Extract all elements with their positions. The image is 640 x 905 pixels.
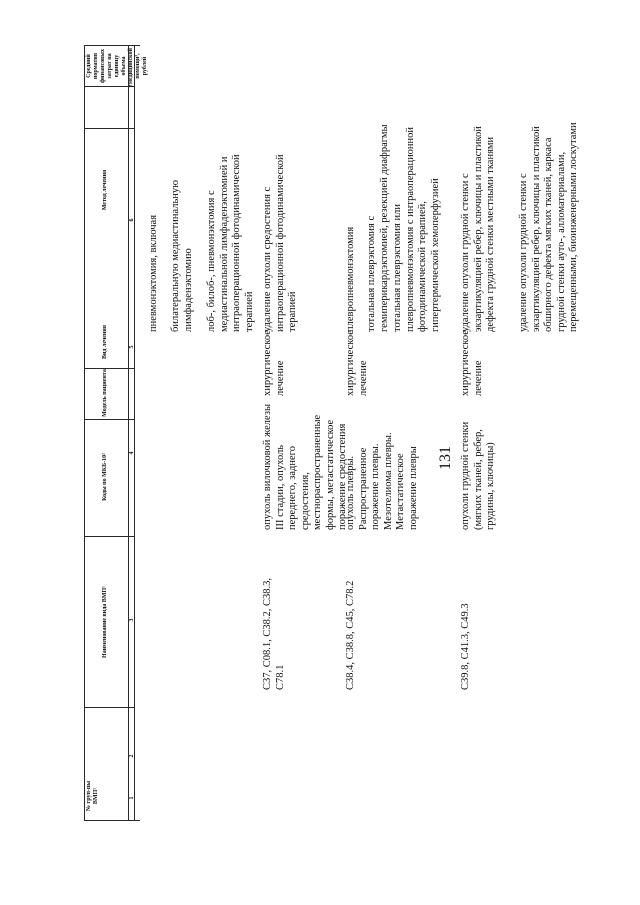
colnum-7: 7 (129, 84, 135, 88)
grid-col-sep-1 (84, 86, 134, 87)
th-treatment-type: Вид лечения (102, 324, 108, 360)
grid-col-sep-3 (84, 368, 134, 369)
colnum-3: 3 (129, 618, 135, 622)
method-continued-1: пневмонэктомия, включая (148, 214, 159, 332)
colnum-5: 5 (129, 345, 135, 349)
colnum-2: 2 (129, 754, 135, 758)
page-number-rotated: 131 (437, 446, 454, 470)
row1-codes: C37, C08.1, C38.2, C38.3, C78.1 (262, 577, 286, 690)
row3-codes: C39.8, C41.3, C49.3 (460, 603, 471, 690)
th-icd-codes: Коды по МКБ-10² (102, 453, 108, 501)
th-treatment-method: Метод лечения (102, 169, 108, 211)
row2-method-2: тотальная плеврэктомия с гемиперикардэктомией, резекцией диафрагмы (366, 124, 390, 332)
row2-treatment: хирургическое лечение (345, 330, 369, 396)
grid-col-sep-6 (84, 707, 134, 708)
th-patient-model: Модель пациента (102, 369, 108, 417)
method-continued-2: билатеральную медиастинальную лимфаденэктомию (170, 180, 194, 332)
grid-line-header-left (84, 45, 85, 820)
row1-treatment: хирургическое лечение (262, 330, 286, 396)
row3-method-1: удаление опухоли грудной стенки с экзартикуляцией ребер, ключицы и пластикой дефекта грудной стенки местными тканями (460, 126, 496, 332)
grid-col-sep-2 (84, 128, 134, 129)
row2-method-1: плевропневмонэктомия (345, 226, 356, 332)
method-continued-3: лоб-, билоб-, пневмонэктомия с медиастинальной лимфаденэктомией и интраоперационной фотодинамической терапией (206, 154, 255, 332)
grid-col-sep-4 (84, 419, 134, 420)
row3-treatment: хирургическое лечение (460, 330, 484, 396)
th-cost: Средний норматив финансовых затрат на единицу объема медицинской помощи³, рублей (86, 47, 148, 85)
row2-model: опухоль плевры. Распространенное поражение плевры. Мезотелиома плевры. Метастатическое поражение плевры (345, 432, 419, 530)
row2-codes: C38.4, C38.8, C45, C78.2 (345, 580, 356, 690)
grid-line-bottom (84, 820, 140, 821)
row3-method-2: удаление опухоли грудной стенки с экзартикуляцией ребер, ключицы и пластикой обширного дефекта мягких тканей, каркаса грудной стенки ауто-, алломатериалами, перемещенными, биоинженерными лоскутами (518, 122, 579, 332)
th-group-no: № груп-пы ВМП¹ (86, 780, 99, 812)
row3-model: опухоли грудной стенки (мягких тканей, ребер, грудины, ключицы) (460, 421, 496, 530)
row1-method-1: удаление опухоли средостения с интраоперационной фотодинамической терапией (262, 154, 298, 332)
colnum-6: 6 (129, 218, 135, 222)
grid-line-colnum (134, 45, 135, 820)
colnum-4: 4 (129, 451, 135, 455)
grid-col-sep-5 (84, 536, 134, 537)
th-vmp-name: Наименование вида ВМП¹ (102, 586, 108, 658)
row1-model: опухоль вилочковой железы III стадии, опухоль переднего, заднего средостения, местнораспространенные формы, метастатическое поражение средостения (262, 403, 348, 530)
row2-method-3: тотальная плеврэктомия или плевропневмонэктомия с интраоперационной фотодинамической терапией, гипертермической хемоперфузией (392, 126, 441, 332)
grid-line-header-right (128, 45, 129, 820)
colnum-1: 1 (129, 796, 135, 800)
